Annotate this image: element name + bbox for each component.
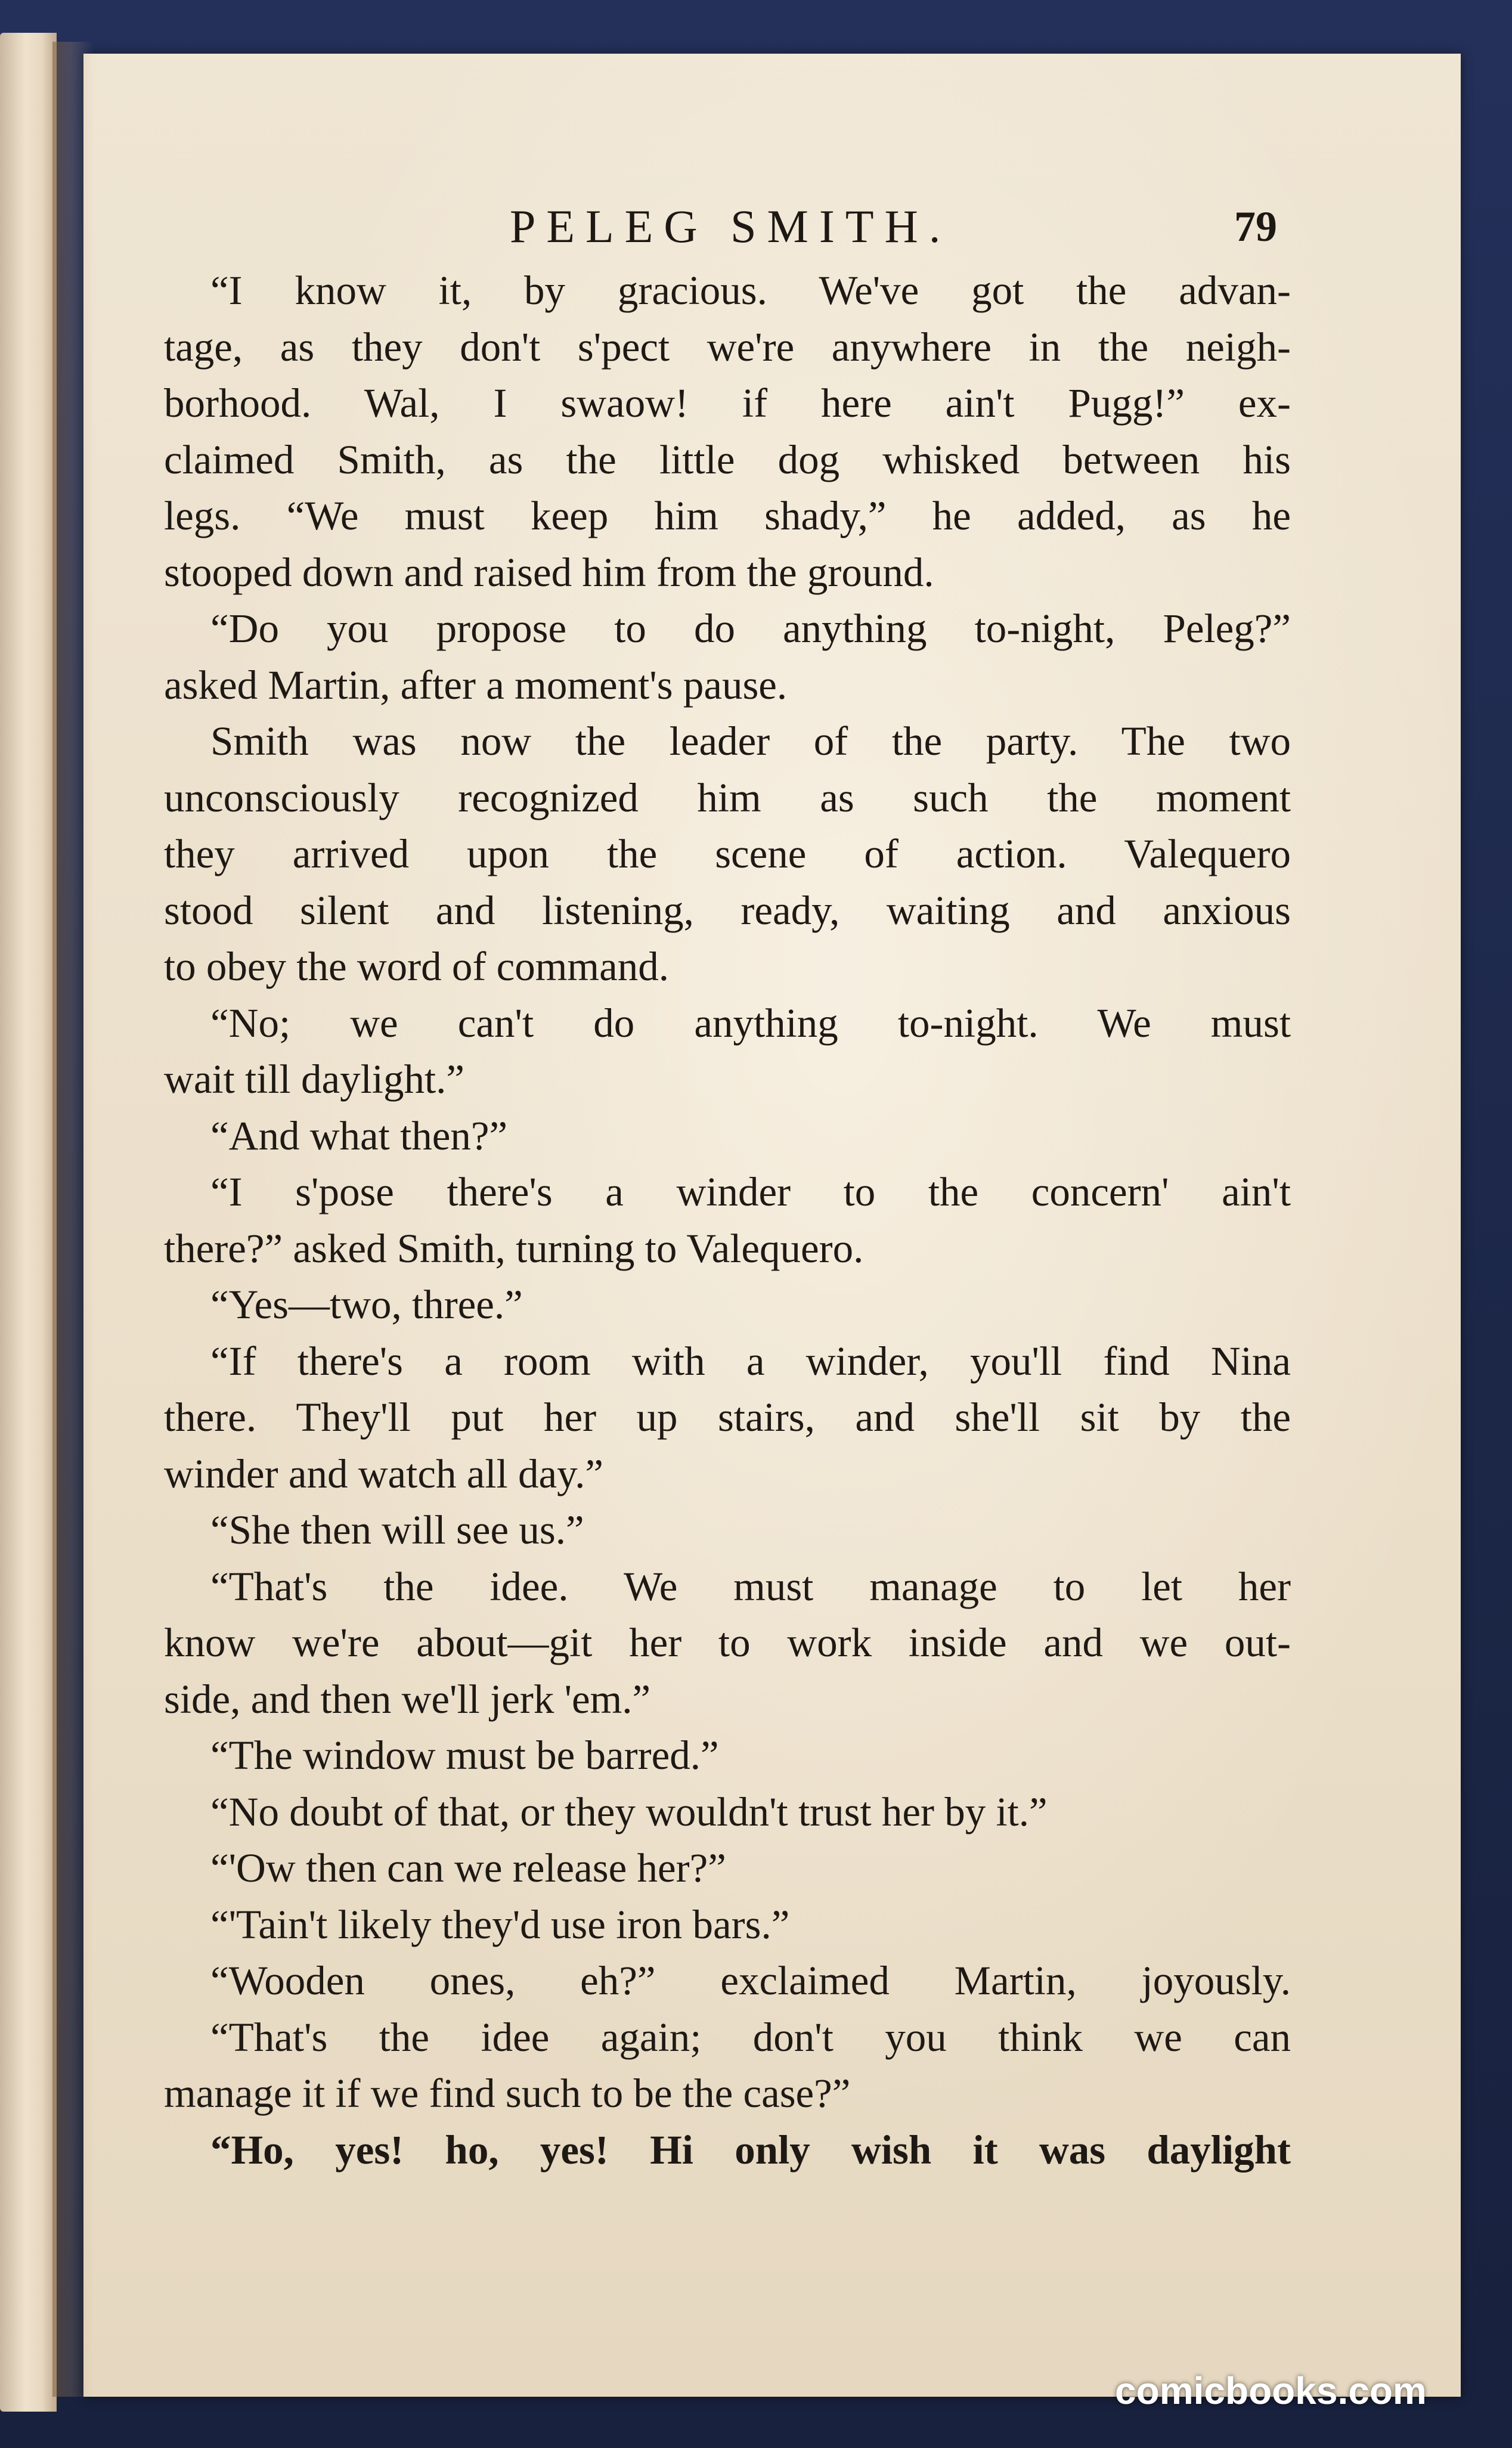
text-line: “Ho, yes! ho, yes! Hi only wish it was daylight <box>210 2127 1291 2173</box>
text-line: asked Martin, after a moment's pause. <box>164 662 788 708</box>
text-line: “That's the idee. We must manage to let her <box>210 1563 1291 1609</box>
text-line: “She then will see us.” <box>210 1507 584 1553</box>
text-line: know we're about—git her to work inside and we out- <box>164 1620 1291 1665</box>
text-line: to obey the word of command. <box>164 944 669 989</box>
body-text <box>164 262 1291 2178</box>
text-line: “'Ow then can we release her?” <box>210 1845 726 1891</box>
text-line: “I s'pose there's a winder to the concern' ain't <box>210 1169 1291 1214</box>
text-line: legs. “We must keep him shady,” he added, as he <box>164 493 1291 538</box>
watermark: comicbooks.com <box>1115 2369 1427 2412</box>
text-line: there?” asked Smith, turning to Valequero. <box>164 1225 864 1271</box>
text-line: “'Tain't likely they'd use iron bars.” <box>210 1901 790 1947</box>
text-line: stood silent and listening, ready, waiting and anxious <box>164 887 1291 933</box>
text-line: “Wooden ones, eh?” exclaimed Martin, joyously. <box>210 1958 1291 2003</box>
text-line: they arrived upon the scene of action. Valequero <box>164 831 1291 876</box>
text-line: borhood. Wal, I swaow! if here ain't Pugg!” ex- <box>164 380 1291 426</box>
text-line: “No doubt of that, or they wouldn't trust her by it.” <box>210 1789 1048 1835</box>
text-line: “I know it, by gracious. We've got the advan- <box>210 268 1291 313</box>
text-line: Smith was now the leader of the party. The two <box>210 718 1291 764</box>
text-line: unconsciously recognized him as such the moment <box>164 774 1291 820</box>
text-line: “If there's a room with a winder, you'll find Nina <box>210 1338 1291 1384</box>
text-line: stooped down and raised him from the ground. <box>164 549 934 595</box>
text-line: manage it if we find such to be the case?” <box>164 2071 851 2116</box>
text-line: there. They'll put her up stairs, and she'll sit by the <box>164 1395 1291 1440</box>
spine-shadow <box>52 42 94 2397</box>
text-line: claimed Smith, as the little dog whisked between his <box>164 436 1291 482</box>
running-head: PELEG SMITH. <box>510 200 952 252</box>
text-line: “The window must be barred.” <box>210 1733 719 1778</box>
text-line: “And what then?” <box>210 1113 508 1158</box>
text-line: wait till daylight.” <box>164 1056 464 1102</box>
text-line: “No; we can't do anything to-night. We must <box>210 1000 1291 1046</box>
page-number: 79 <box>1234 203 1277 250</box>
text-line: tage, as they don't s'pect we're anywhere in the neigh- <box>164 324 1291 370</box>
text-line: winder and watch all day.” <box>164 1451 603 1496</box>
text-line: “Yes—two, three.” <box>210 1282 523 1327</box>
page-header <box>83 194 1276 259</box>
text-line: side, and then we'll jerk 'em.” <box>164 1676 651 1722</box>
text-line: “Do you propose to do anything to-night, Peleg?” <box>210 606 1291 651</box>
text-line: “That's the idee again; don't you think we can <box>210 2014 1291 2060</box>
left-page-edge <box>0 33 57 2412</box>
